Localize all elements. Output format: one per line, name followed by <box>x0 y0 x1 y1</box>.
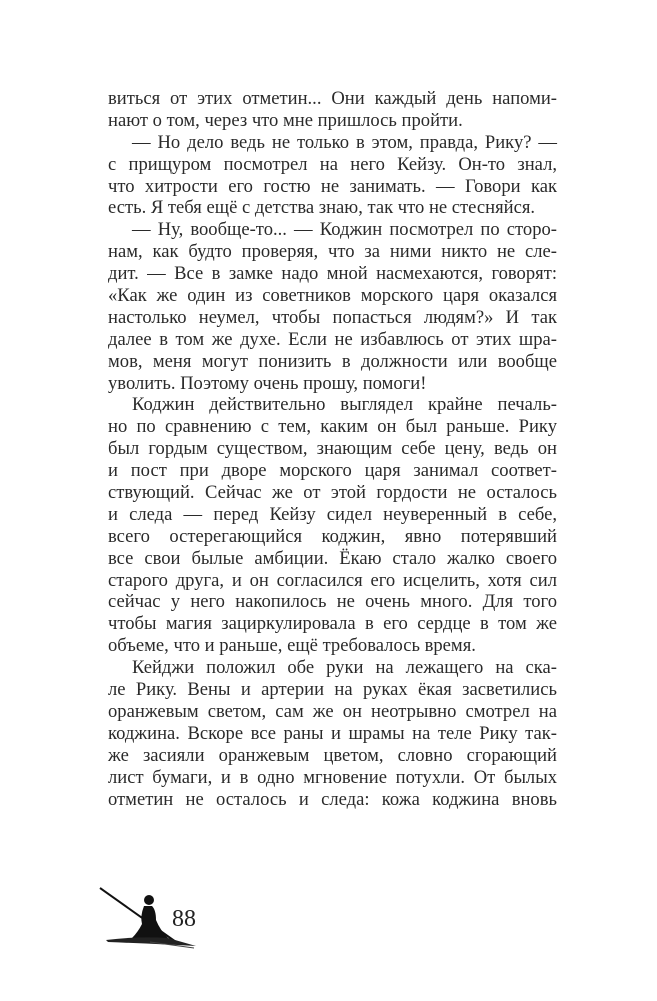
text-line: «Как же один из советников морского царя оказался <box>108 285 557 307</box>
text-line: есть. Я тебя ещё с детства знаю, так что не стесняйся. <box>108 197 536 219</box>
text-line: и пост при дворе морского царя занимал соответ- <box>108 460 557 482</box>
text-line: старого друга, и он согласился его исцелить, хотя сил <box>108 569 557 591</box>
text-line: сейчас у него накопилось не очень много. Для того <box>108 591 557 613</box>
text-line: мов, меня могут понизить в должности или вообще <box>108 350 557 372</box>
text-line: оранжевым светом, сам же он неотрывно смотрел на <box>108 700 557 722</box>
boatman-silhouette-icon <box>98 880 238 950</box>
text-line: — Ну, вообще-то... — Коджин посмотрел по сторо- <box>132 219 557 241</box>
text-line: ле Рику. Вены и артерии на руках ёкая засветились <box>108 679 557 701</box>
text-line: что хитрости его гостю не занимать. — Говори как <box>108 175 557 197</box>
text-line: Кейджи положил обе руки на лежащего на ска- <box>132 657 557 679</box>
text-line: же засияли оранжевым цветом, словно сгорающий <box>108 744 557 766</box>
text-line: всего остерегающийся коджин, явно потерявший <box>108 525 557 547</box>
footer-ornament <box>98 880 238 950</box>
text-line: ствующий. Сейчас же от этой гордости не осталось <box>108 482 557 504</box>
text-line: нам, как будто проверяя, что за ними никто не сле- <box>108 241 557 263</box>
text-line: — Но дело ведь не только в этом, правда, Рику? — <box>132 131 557 153</box>
text-line: нают о том, через что мне пришлось пройти. <box>108 109 463 131</box>
text-line: коджина. Вскоре все раны и шрамы на теле Рику так- <box>108 722 557 744</box>
text-line: уволить. Поэтому очень прошу, помоги! <box>108 372 427 394</box>
text-line: объеме, что и раньше, ещё требовалось время. <box>108 635 476 657</box>
page-number: 88 <box>172 906 196 932</box>
text-line: и следа — перед Кейзу сидел неуверенный в себе, <box>108 503 557 525</box>
text-line: далее в том же духе. Если не избавлюсь от этих шра- <box>108 328 557 350</box>
text-line: дит. — Все в замке надо мной насмехаются, говорят: <box>108 263 557 285</box>
text-line: виться от этих отметин... Они каждый день напоми- <box>108 88 557 109</box>
text-line: с прищуром посмотрел на него Кейзу. Он-то знал, <box>108 153 557 175</box>
text-line: настолько неумел, чтобы попасться людям?» И так <box>108 306 557 328</box>
text-line: все свои былые амбиции. Ёкаю стало жалко своего <box>108 547 557 569</box>
text-line: отметин не осталось и следа: кожа коджина вновь <box>108 788 557 810</box>
text-line: Коджин действительно выглядел крайне печаль- <box>132 394 557 416</box>
page-body-text <box>108 88 557 810</box>
text-line: был гордым существом, знающим себе цену, ведь он <box>108 438 557 460</box>
text-line: лист бумаги, и в одно мгновение потухли. От былых <box>108 766 557 788</box>
text-line: чтобы магия зациркулировала в его сердце в том же <box>108 613 557 635</box>
text-line: но по сравнению с тем, каким он был раньше. Рику <box>108 416 557 438</box>
